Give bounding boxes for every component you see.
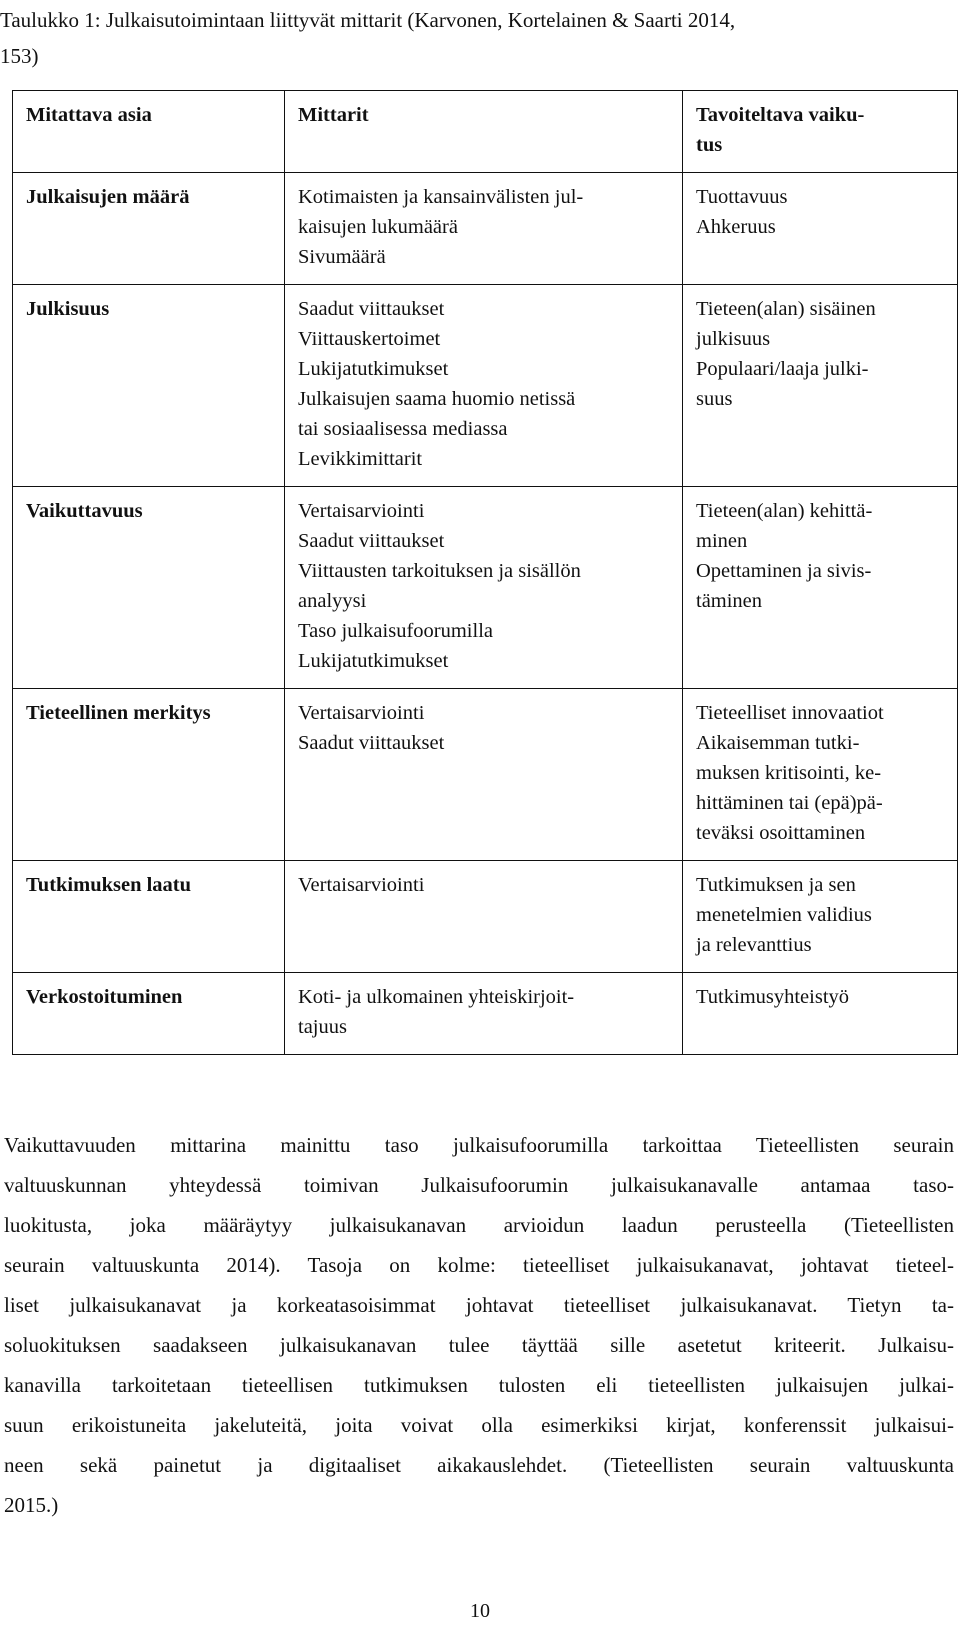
cell-line: menetelmien validius [696,904,872,926]
cell-line: Vertaisarviointi [298,500,425,522]
paragraph-line: Vaikuttavuuden mittarina mainittu taso julkaisufoorumilla tarkoittaa Tieteellisten seurain [4,1133,954,1157]
cell-vaikutus [683,173,958,285]
header-cell [683,91,958,173]
cell-mittarit [285,285,683,487]
cell-line: Saadut viittaukset [298,298,445,320]
cell-vaikutus [683,285,958,487]
cell-line: teväksi osoittaminen [696,822,866,844]
page-number: 10 [470,1600,490,1622]
cell-asia [13,173,285,285]
cell-line: Populaari/laaja julki- [696,358,869,380]
paragraph-line: soluokituksen saadakseen julkaisukanavan tulee täyttää sille asetetut kriteerit. Julkaisu- [4,1333,954,1357]
cell-line: minen [696,530,748,552]
cell-line: Julkaisujen määrä [26,186,190,208]
caption-line: Taulukko 1: Julkaisutoimintaan liittyvät mittarit (Karvonen, Kortelainen & Saarti 2014, [0,8,736,32]
table-row [13,973,958,1055]
cell-asia [13,861,285,973]
cell-line: Viittausten tarkoituksen ja sisällön [298,560,581,582]
metrics-table [12,90,958,1055]
cell-line: täminen [696,590,763,612]
cell-line: Tieteelliset innovaatiot [696,702,884,724]
cell-line: Tieteellinen merkitys [26,702,211,724]
cell-vaikutus [683,689,958,861]
table-row [13,173,958,285]
cell-line: muksen kritisointi, ke- [696,762,882,784]
cell-line: suus [696,388,733,410]
cell-line: ja relevanttius [696,934,812,956]
cell-line: hittäminen tai (epä)pä- [696,792,883,814]
cell-line: Saadut viittaukset [298,530,445,552]
cell-line: Tavoiteltava vaiku- [696,104,865,126]
cell-line: tus [696,134,723,156]
cell-line: Koti- ja ulkomainen yhteiskirjoit- [298,986,575,1008]
cell-line: Mittarit [298,104,369,126]
cell-line: Julkaisujen saama huomio netissä [298,388,576,410]
table-caption [0,2,955,74]
cell-line: tai sosiaalisessa mediassa [298,418,508,440]
cell-mittarit [285,689,683,861]
cell-line: kaisujen lukumäärä [298,216,458,238]
cell-mittarit [285,487,683,689]
cell-vaikutus [683,973,958,1055]
table-row [13,285,958,487]
caption-line: 153) [0,44,39,68]
cell-vaikutus [683,861,958,973]
cell-line: Sivumäärä [298,246,386,268]
cell-asia [13,689,285,861]
paragraph-line: kanavilla tarkoitetaan tieteellisen tutkimuksen tulosten eli tieteellisten julkaisujen julkai- [4,1373,954,1397]
cell-line: Kotimaisten ja kansainvälisten jul- [298,186,584,208]
cell-asia [13,285,285,487]
cell-line: Lukijatutkimukset [298,650,449,672]
paragraph-line: suun erikoistuneita jakeluteitä, joita voivat olla esimerkiksi kirjat, konferenssit julkaisui- [4,1413,954,1437]
cell-line: Tieteen(alan) kehittä- [696,500,873,522]
cell-line: Opettaminen ja sivis- [696,560,872,582]
cell-mittarit [285,973,683,1055]
table-row [13,861,958,973]
cell-line: Tutkimuksen laatu [26,874,192,896]
cell-line: Verkostoituminen [26,986,183,1008]
paragraph-line: neen sekä painetut ja digitaaliset aikakauslehdet. (Tieteellisten seurain valtuuskunta [4,1453,954,1477]
cell-asia [13,973,285,1055]
cell-line: Vertaisarviointi [298,702,425,724]
cell-line: tajuus [298,1016,347,1038]
cell-line: Julkisuus [26,298,110,320]
header-cell [13,91,285,173]
cell-line: Tuottavuus [696,186,788,208]
cell-line: Viittauskertoimet [298,328,441,350]
cell-line: Vaikuttavuus [26,500,143,522]
paragraph-line: 2015.) [4,1493,59,1517]
cell-line: Ahkeruus [696,216,776,238]
cell-mittarit [285,861,683,973]
cell-line: Mitattava asia [26,104,152,126]
cell-line: Saadut viittaukset [298,732,445,754]
table-row [13,487,958,689]
cell-line: julkisuus [696,328,771,350]
cell-line: Vertaisarviointi [298,874,425,896]
cell-line: Taso julkaisufoorumilla [298,620,493,642]
header-cell [285,91,683,173]
cell-line: Tutkimusyhteistyö [696,986,850,1008]
body-paragraph [4,1125,954,1525]
table-row [13,689,958,861]
cell-line: Tieteen(alan) sisäinen [696,298,876,320]
cell-line: Lukijatutkimukset [298,358,449,380]
paragraph-line: seurain valtuuskunta 2014). Tasoja on kolme: tieteelliset julkaisukanavat, johtavat tieteel- [4,1253,954,1277]
paragraph-line: luokitusta, joka määräytyy julkaisukanavan arvioidun laadun perusteella (Tieteellisten [4,1213,954,1237]
table-header-row [13,91,958,173]
cell-mittarit [285,173,683,285]
cell-asia [13,487,285,689]
paragraph-line: valtuuskunnan yhteydessä toimivan Julkaisufoorumin julkaisukanavalle antamaa taso- [4,1173,954,1197]
cell-line: Levikkimittarit [298,448,423,470]
cell-line: analyysi [298,590,367,612]
cell-line: Aikaisemman tutki- [696,732,860,754]
paragraph-line: liset julkaisukanavat ja korkeatasoisimmat johtavat tieteelliset julkaisukanavat. Tietyn ta- [4,1293,954,1317]
cell-vaikutus [683,487,958,689]
cell-line: Tutkimuksen ja sen [696,874,856,896]
